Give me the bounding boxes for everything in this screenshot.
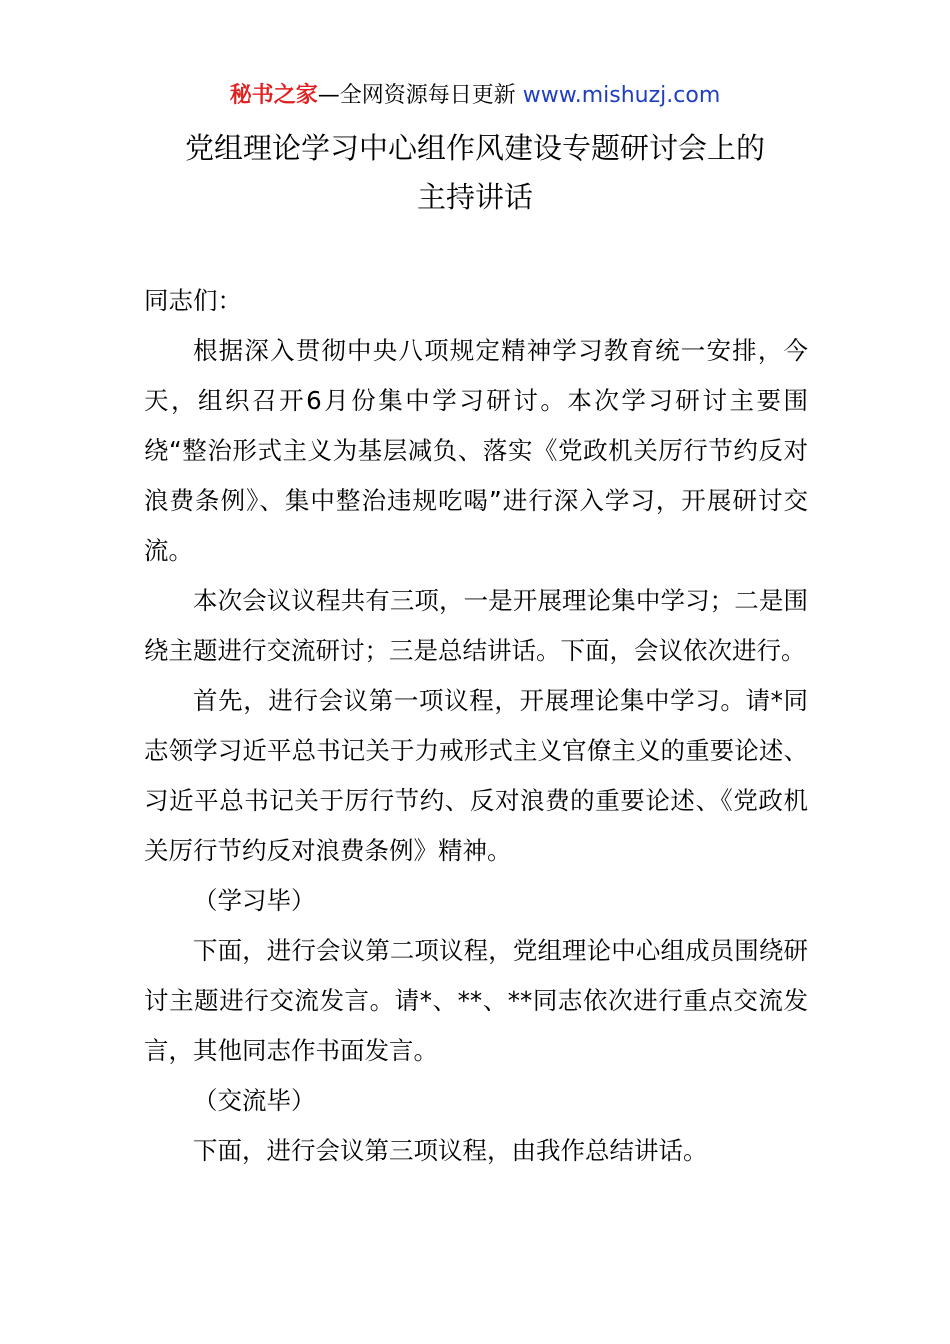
note-exchange-done: （交流毕）	[193, 1086, 316, 1115]
document-title-line-2: 主持讲话	[416, 180, 533, 214]
watermark-brand: 秘书之家	[229, 83, 318, 108]
salutation: 同志们：	[144, 286, 242, 315]
paragraph-item-three: 下面，进行会议第三项议程，由我作总结讲话。	[193, 1136, 708, 1165]
paragraph-item-one: 首先，进行会议第一项议程，开展理论集中学习。请*同志领学习近平总书记关于力戒形式主义官僚主义的重要论述、习近平总书记关于厉行节约、反对浪费的重要论述、《党政机关厉行节约反对浪费条例》精神。	[144, 686, 808, 865]
watermark-url: www.mishuzj.com	[522, 83, 721, 108]
paragraph-intro: 根据深入贯彻中央八项规定精神学习教育统一安排，今天，组织召开6月份集中学习研讨。本次学习研讨主要围绕“整治形式主义为基层减负、落实《党政机关厉行节约反对浪费条例》、集中整治违规吃喝”进行深入学习，开展研讨交流。	[144, 336, 808, 565]
paragraph-item-two: 下面，进行会议第二项议程，党组理论中心组成员围绕研讨主题进行交流发言。请*、**、**同志依次进行重点交流发言，其他同志作书面发言。	[144, 936, 808, 1065]
document-title-line-1: 党组理论学习中心组作风建设专题研讨会上的	[184, 131, 765, 165]
paragraph-agenda: 本次会议议程共有三项，一是开展理论集中学习；二是围绕主题进行交流研讨；三是总结讲话。下面，会议依次进行。	[144, 586, 808, 665]
document-body	[144, 276, 808, 1176]
watermark-tagline: —全网资源每日更新	[317, 83, 523, 108]
note-study-done: （学习毕）	[193, 886, 316, 915]
watermark-header	[0, 80, 950, 112]
